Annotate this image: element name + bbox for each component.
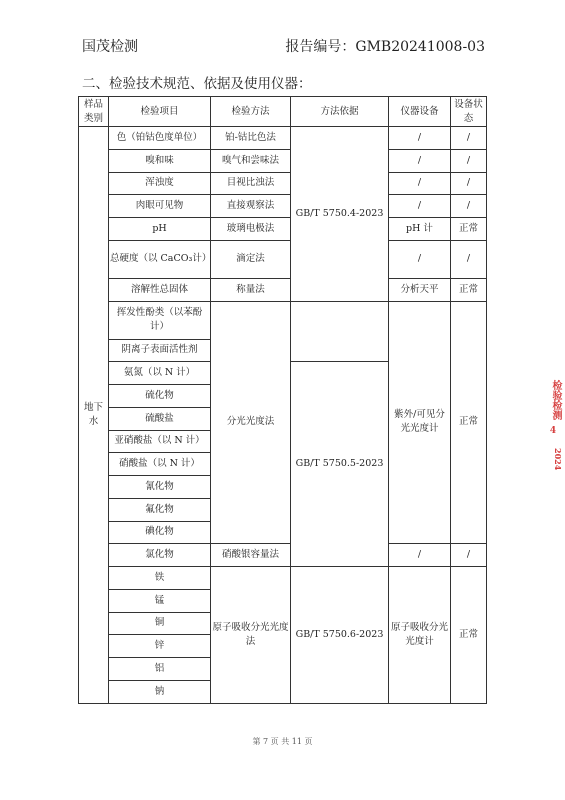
table-row: [79, 218, 487, 241]
header-instrument: 仪器设备: [389, 97, 451, 127]
header-method: 检验方法: [211, 97, 291, 127]
status-cell: 正常: [451, 301, 487, 544]
instrument-cell: /: [389, 544, 451, 567]
instrument-cell: /: [389, 240, 451, 278]
instrument-cell: 紫外/可见分光光度计: [389, 301, 451, 544]
method-cell: 硝酸银容量法: [211, 544, 291, 567]
header-status: 设备状态: [451, 97, 487, 127]
item-cell: 铁: [109, 567, 211, 590]
instrument-cell: 分析天平: [389, 278, 451, 301]
header-sample-category: 样品类别: [79, 97, 109, 127]
page-number: 第 7 页 共 11 页: [252, 737, 313, 746]
status-cell: /: [451, 195, 487, 218]
instrument-cell: pH 计: [389, 218, 451, 241]
method-cell: 分光光度法: [211, 301, 291, 544]
item-cell: 硫酸盐: [109, 407, 211, 430]
table-header-row: [79, 97, 487, 127]
basis-cell-blank: [291, 301, 389, 362]
basis-cell: GB/T 5750.4-2023: [291, 127, 389, 302]
section-title: 二、检验技术规范、依据及使用仪器：: [82, 76, 312, 92]
table-row: [79, 278, 487, 301]
table-row: [79, 240, 487, 278]
method-cell: 玻璃电极法: [211, 218, 291, 241]
status-cell: /: [451, 172, 487, 195]
seal-stamp-fragment: 检验检测: [550, 380, 561, 420]
status-cell: 正常: [451, 278, 487, 301]
item-cell: 锰: [109, 589, 211, 612]
header-item: 检验项目: [109, 97, 211, 127]
table-row: [79, 127, 487, 150]
item-cell: 氯化物: [109, 544, 211, 567]
table-row: [79, 301, 487, 339]
item-cell: 色（铂钴色度单位）: [109, 127, 211, 150]
inspection-spec-table: [78, 96, 487, 704]
item-cell: 硫化物: [109, 385, 211, 408]
sample-category-cell: 地下水: [79, 127, 109, 704]
item-cell: 碘化物: [109, 521, 211, 544]
table-row: [79, 149, 487, 172]
status-cell: 正常: [451, 218, 487, 241]
table-row: [79, 567, 487, 590]
item-cell: pH: [109, 218, 211, 241]
seal-stamp-fragment: 2024: [553, 448, 563, 471]
item-cell: 溶解性总固体: [109, 278, 211, 301]
organization-name: 国茂检测: [82, 39, 138, 55]
header-basis: 方法依据: [291, 97, 389, 127]
item-cell: 铜: [109, 612, 211, 635]
item-cell: 硝酸盐（以 N 计）: [109, 453, 211, 476]
table-row: [79, 172, 487, 195]
method-cell: 原子吸收分光光度法: [211, 567, 291, 704]
item-cell: 钠: [109, 680, 211, 703]
item-cell: 氨氮（以 N 计）: [109, 362, 211, 385]
table-row: [79, 544, 487, 567]
item-cell: 氰化物: [109, 476, 211, 499]
item-cell: 阴离子表面活性剂: [109, 339, 211, 362]
status-cell: /: [451, 149, 487, 172]
method-cell: 铂-钴比色法: [211, 127, 291, 150]
item-cell: 挥发性酚类（以苯酚计）: [109, 301, 211, 339]
item-cell: 亚硝酸盐（以 N 计）: [109, 430, 211, 453]
instrument-cell: 原子吸收分光光度计: [389, 567, 451, 704]
seal-stamp-fragment: 4: [549, 426, 557, 436]
instrument-cell: /: [389, 149, 451, 172]
method-cell: 嗅气和尝味法: [211, 149, 291, 172]
instrument-cell: /: [389, 172, 451, 195]
item-cell: 锌: [109, 635, 211, 658]
status-cell: /: [451, 544, 487, 567]
item-cell: 肉眼可见物: [109, 195, 211, 218]
method-cell: 滴定法: [211, 240, 291, 278]
status-cell: 正常: [451, 567, 487, 704]
method-cell: 称量法: [211, 278, 291, 301]
item-cell: 总硬度（以 CaCO₃计）: [109, 240, 211, 278]
method-cell: 目视比浊法: [211, 172, 291, 195]
status-cell: /: [451, 127, 487, 150]
item-cell: 嗅和味: [109, 149, 211, 172]
table-row: [79, 195, 487, 218]
basis-cell: GB/T 5750.6-2023: [291, 567, 389, 704]
report-number: 报告编号：GMB20241008-03: [285, 39, 485, 55]
basis-cell: GB/T 5750.5-2023: [291, 362, 389, 567]
method-cell: 直接观察法: [211, 195, 291, 218]
instrument-cell: /: [389, 195, 451, 218]
item-cell: 氟化物: [109, 498, 211, 521]
status-cell: /: [451, 240, 487, 278]
item-cell: 浑浊度: [109, 172, 211, 195]
item-cell: 铝: [109, 658, 211, 681]
instrument-cell: /: [389, 127, 451, 150]
